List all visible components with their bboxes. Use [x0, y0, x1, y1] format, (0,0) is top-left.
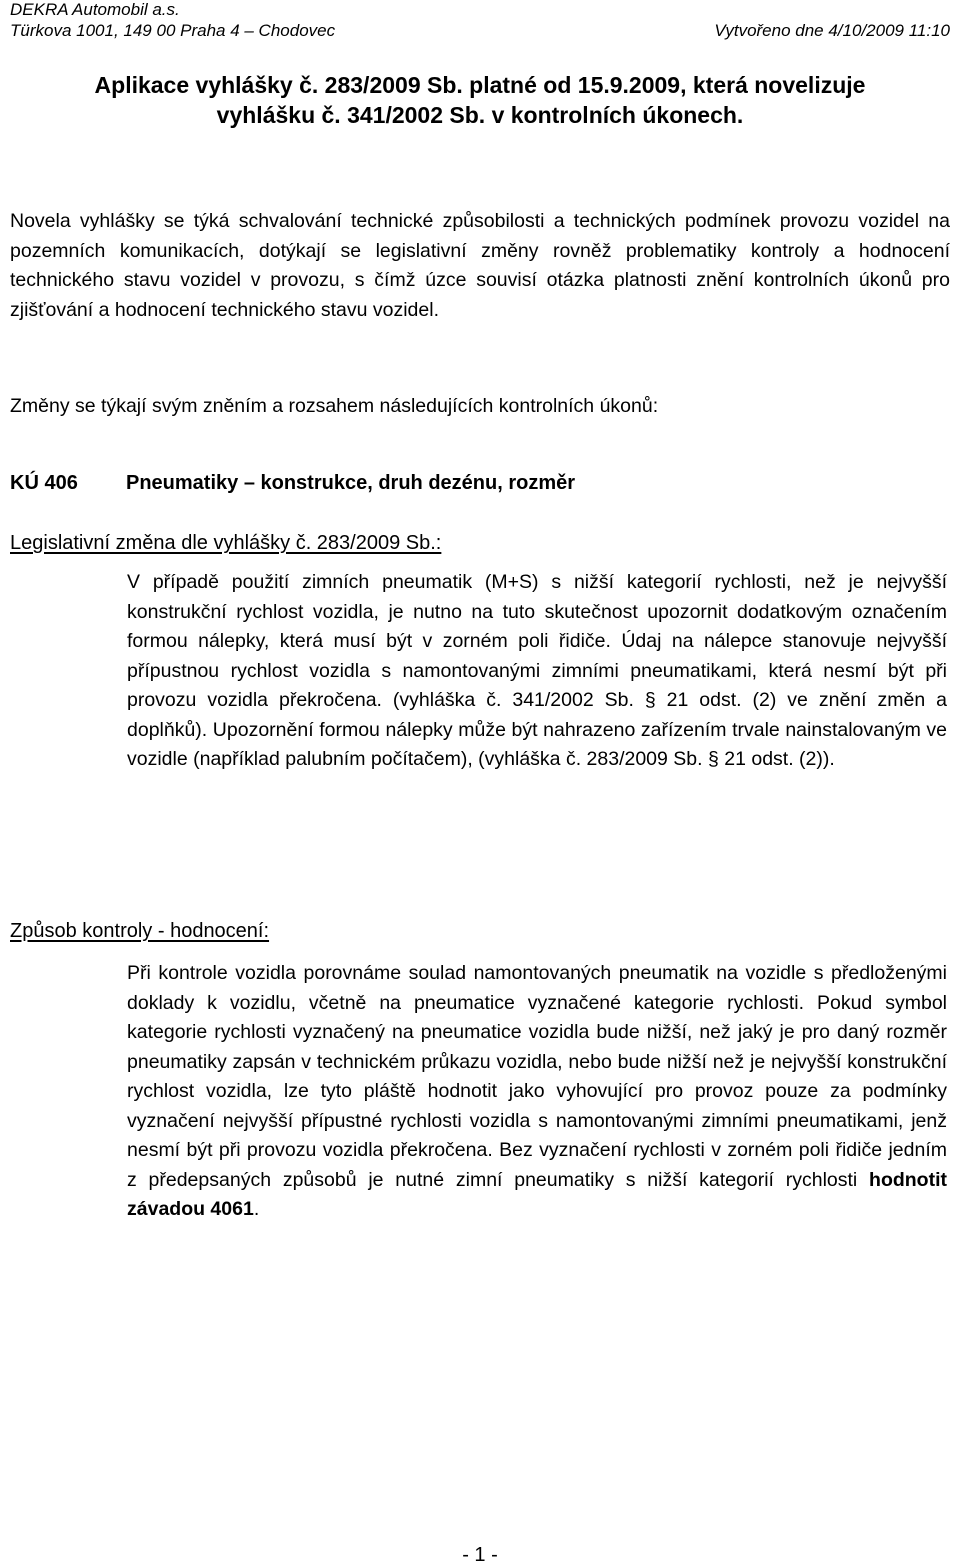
inspection-method-paragraph	[127, 959, 947, 1225]
company-address: Türkova 1001, 149 00 Praha 4 – Chodovec	[10, 21, 336, 40]
section-title: Pneumatiky – konstrukce, druh dezénu, rozměr	[126, 472, 576, 494]
method-end: .	[253, 1198, 260, 1220]
title-line-1: Aplikace vyhlášky č. 283/2009 Sb. platné od 15.9.2009, která novelizuje	[94, 72, 866, 98]
legislation-paragraph: V případě použití zimních pneumatik (M+S) s nižší kategorií rychlosti, než je nejvyšší konstrukční rychlost vozidla, je nutno na tuto skutečnost upozornit dodatkovým označením formou nálepky, která musí být v zorném poli řidiče. Údaj na nálepce stanovuje nejvyšší přípustnou rychlost vozidla s namontovanými zimními pneumatikami, která nesmí být při provozu vozidla překročena. (vyhláška č. 341/2002 Sb. § 21 odst. (2) ve znění změn a doplňků). Upozornění formou nálepky může být nahrazeno zařízením trvale nainstalovaným ve vozidle (například palubním počítačem), (vyhláška č. 283/2009 Sb. § 21 odst. (2)).	[127, 571, 947, 770]
section-code: KÚ 406	[10, 472, 78, 494]
creation-date: Vytvořeno dne 4/10/2009 11:10	[714, 21, 950, 40]
method-defect-code: hodnotit závadou 4061	[127, 1168, 947, 1220]
inspection-method-label: Způsob kontroly - hodnocení:	[10, 920, 270, 942]
page-number: - 1 -	[462, 1544, 498, 1566]
header-info-row	[10, 21, 950, 41]
document-title	[10, 70, 950, 130]
changes-intro: Změny se týkají svým zněním a rozsahem následujících kontrolních úkonů:	[10, 395, 659, 417]
legislation-label: Legislativní změna dle vyhlášky č. 283/2009 Sb.:	[10, 532, 442, 554]
title-line-2: vyhlášku č. 341/2002 Sb. v kontrolních úkonech.	[216, 102, 744, 128]
section-heading	[10, 468, 950, 498]
method-text: Při kontrole vozidla porovnáme soulad namontovaných pneumatik na vozidle s předloženými doklady k vozidlu, včetně na pneumatice vyznačené kategorie rychlosti. Pokud symbol kategorie rychlosti vyznačený na pneumatice vozidla bude nižší, než jaký je pro daný rozměr pneumatiky zapsán v technickém průkazu vozidla, nebo bude nižší než je nejvyšší konstrukční rychlost vozidla, lze tyto pláště hodnotit jako vyhovující pro provoz pouze za podmínky vyznačení nejvyšší přípustné rychlosti vozidla s namontovanými zimními pneumatikami, jenž nesmí být při provozu vozidla překročena. Bez vyznačení rychlosti v zorném poli řidiče jedním z předepsaných způsobů je nutné zimní pneumatiky s nižší kategorií rychlosti	[127, 962, 947, 1191]
company-name: DEKRA Automobil a.s.	[10, 0, 180, 19]
intro-paragraph: Novela vyhlášky se týká schvalování technické způsobilosti a technických podmínek provozu vozidel na pozemních komunikacích, dotýkají se legislativní změny rovněž problematiky kontroly a hodnocení technického stavu vozidel v provozu, s čímž úzce souvisí otázka platnosti znění kontrolních úkonů pro zjišťování a hodnocení technického stavu vozidel.	[10, 210, 950, 321]
